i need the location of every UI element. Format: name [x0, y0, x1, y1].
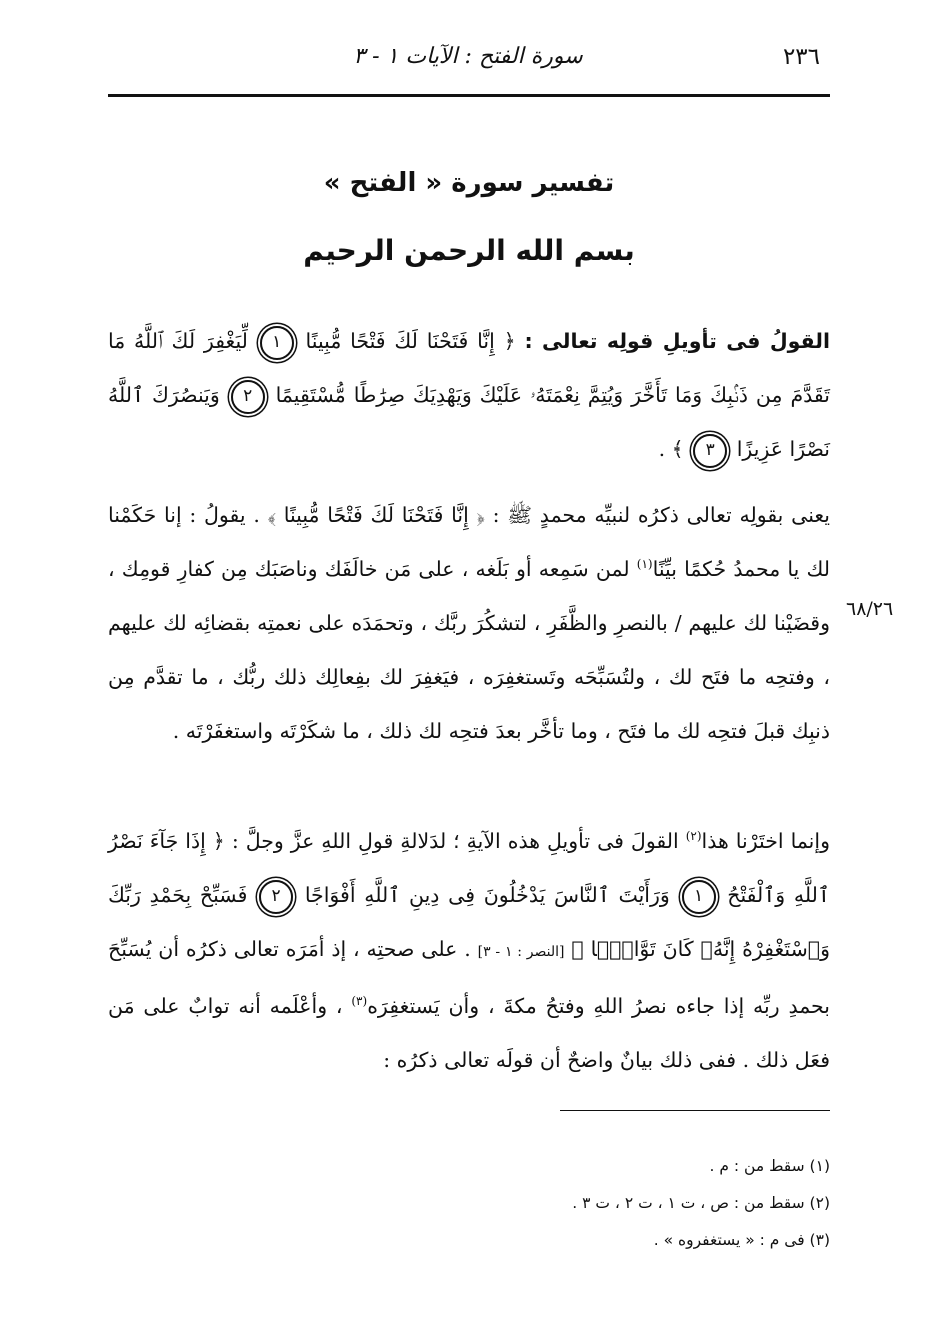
quran-nasr-1: ﴿ إِذَا جَآءَ نَصْرُ ٱللَّهِ وَٱلْفَتْحُ	[108, 829, 830, 907]
ayah-number-marker: ٢	[259, 880, 293, 914]
ayah-number-marker: ٢	[231, 380, 265, 414]
paragraph-3-text-a: وإنما اختَرْنا هذا	[701, 829, 830, 853]
verse-close: ﴾ .	[658, 437, 684, 461]
footnote-3: (٣) فى م : « يستغفروه » .	[653, 1231, 830, 1249]
footnote-ref-1: (١)	[636, 557, 653, 572]
quran-nasr-2: وَرَأَيْتَ ٱلنَّاسَ يَدْخُلُونَ فِى دِينِ ٱللَّهِ أَفْوَاجًا	[304, 883, 670, 907]
paragraph-3-text-c: . على صحتِه ، إذ أمَرَه تعالى ذكرُه أن يُسَبِّحَ بحمدِ ربِّه إذا جاءه نصرُ اللهِ وفتحُ مكةَ ، وأن يَستغفِرَه	[108, 937, 830, 1018]
verse-citation: [النصر : ١ - ٣]	[477, 944, 565, 960]
paragraph-1-lead: القولُ فى تأويلِ قولِه تعالى :	[524, 329, 830, 353]
paragraph-2-text-b: لمن سَمِعه أو بَلَغه ، على مَن خالَفَك وناصَبَك مِن كفارِ قومِك ، وقضَيْنا لك عليهم / بالنصرِ والظَّفَرِ ، لتشكُرَ ربَّك ، وتحمَدَه على نعمتِه بقضائِه لك عليهم ، وفتحِه ما فتَح لك ، ولتُسَبِّحَه وتَستغفِرَه ، فيَغفِرَ لك بفِعالِك ذلك ربُّك ، ما تقدَّم مِن ذنبِك قبلَ فتحِه لك ما فتَح ، وما تأخَّر بعدَ فتحِه لك ذلك ، ما شكَرْتَه واستغفَرْتَه .	[108, 557, 830, 743]
footnote-ref-2: (٢)	[685, 829, 702, 844]
paragraph-3-text-b: القولَ فى تأويلِ هذه الآيةِ ؛ لدَلالةِ قولِ اللهِ عزَّ وجلَّ :	[231, 829, 679, 853]
footnote-ref-3: (٣)	[351, 994, 368, 1009]
footnote-1: (١) سقط من : م .	[709, 1157, 830, 1175]
quran-verse-3: وَيَنصُرَكَ ٱللَّهُ نَصْرًا عَزِيزًا	[108, 383, 830, 461]
paragraph-3	[108, 814, 830, 1087]
ayah-number-marker: ١	[260, 326, 294, 360]
surah-title: تفسير سورة « الفتح »	[323, 168, 615, 198]
footnote-rule	[560, 1110, 830, 1111]
quran-nasr-3: فَسَبِّحْ بِحَمْدِ رَبِّكَ وَٱسْتَغْفِرْهُ إِنَّهُۥ كَانَ تَوَّابًۢا ﴾	[108, 883, 830, 961]
page-header	[108, 44, 828, 84]
ayah-number-marker: ١	[682, 880, 716, 914]
running-title: سورة الفتح : الآيات ١ - ٣	[353, 44, 583, 69]
footnote-2: (٢) سقط من : ص ، ت ١ ، ت ٢ ، ت ٣ .	[572, 1194, 830, 1212]
paragraph-2-text-a: يعنى بقولِه تعالى ذكرُه لنبيِّه محمدٍ ﷺ : ﴿ إِنَّا فَتَحْنَا لَكَ فَتْحًا مُّبِينًا ﴾ . يقولُ : إنا حَكَمْنا لك يا محمدُ حُكمًا بيِّنًا	[108, 503, 830, 581]
header-rule	[108, 94, 830, 97]
basmala: بسم الله الرحمن الرحيم	[303, 234, 635, 267]
page-number: ٢٣٦	[782, 44, 820, 70]
paragraph-1	[108, 314, 830, 476]
quran-verse-2: لِّيَغْفِرَ لَكَ ٱللَّهُ مَا تَقَدَّمَ مِن ذَنۢبِكَ وَمَا تَأَخَّرَ وَيُتِمَّ نِعْمَتَهُۥ عَلَيْكَ وَيَهْدِيَكَ صِرَٰطًا مُّسْتَقِيمًا	[108, 329, 830, 407]
paragraph-3-text-d: ، وأعْلَمه أنه توابٌ على مَن فعَل ذلك . ففى ذلك بيانٌ واضحٌ أن قولَه تعالى ذكرُه :	[108, 994, 830, 1072]
quran-verse-1: ﴿ إِنَّا فَتَحْنَا لَكَ فَتْحًا مُّبِينًا	[305, 329, 516, 353]
paragraph-2	[108, 488, 830, 758]
ayah-number-marker: ٣	[693, 434, 727, 468]
footnotes	[430, 1148, 830, 1259]
margin-reference: ٦٨/٢٦	[846, 598, 894, 620]
